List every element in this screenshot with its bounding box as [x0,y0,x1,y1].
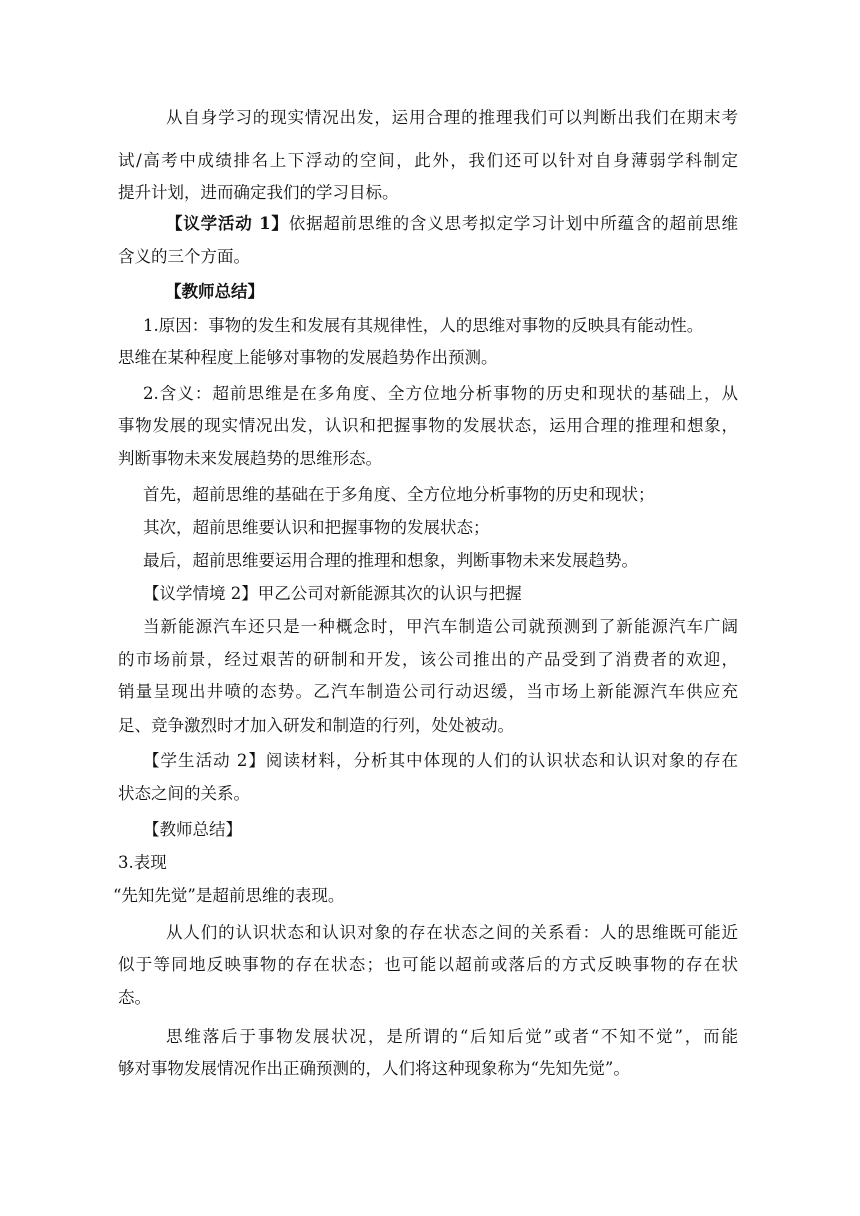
text-line: 的市场前景，经过艰苦的研制和开发，该公司推出的产品受到了消费者的欢迎， [118,650,738,669]
text-line: 从自身学习的现实情况出发，运用合理的推理我们可以判断出我们在期末考 [166,108,738,127]
subsection-heading: 3.表现 [118,853,167,872]
text-line: 状态之间的关系。 [118,784,250,803]
situation-heading: 【议学情境 2】甲乙公司对新能源其次的认识与把握 [143,584,522,603]
text-line: 首先，超前思维的基础在于多角度、全方位地分析事物的历史和现状； [143,485,655,504]
activity-line [166,209,738,239]
text-line: 当新能源汽车还只是一种概念时，甲汽车制造公司就预测到了新能源汽车广阔 [143,617,738,636]
text-line: 【学生活动 2】阅读材料，分析其中体现的人们的认识状态和认识对象的存在 [143,751,738,770]
text-line: 似于等同地反映事物的存在状态；也可能以超前或落后的方式反映事物的存在状 [118,955,738,974]
text-line: 含义的三个方面。 [118,247,250,266]
text-line: 1.原因：事物的发生和发展有其规律性，人的思维对事物的反映具有能动性。 [143,316,704,335]
text-line: 从人们的认识状态和认识对象的存在状态之间的关系看：人的思维既可能近 [166,923,738,942]
activity-text: 依据超前思维的含义思考拟定学习计划中所蕴含的超前思维 [288,214,738,233]
text-line: 事物发展的现实情况出发，认识和把握事物的发展状态，运用合理的推理和想象， [118,416,738,435]
text-line: 够对事物发展情况作出正确预测的，人们将这种现象称为“先知先觉”。 [118,1059,630,1078]
section-heading: 【教师总结】 [143,820,242,839]
text-line: “先知先觉”是超前思维的表现。 [113,886,345,905]
text-line: 试/高考中成绩排名上下浮动的空间，此外，我们还可以针对自身薄弱学科制定 [118,151,738,170]
text-line: 2.含义：超前思维是在多角度、全方位地分析事物的历史和现状的基础上，从 [143,384,738,403]
text-line: 思维落后于事物发展状况，是所谓的“后知后觉”或者“不知不觉”，而能 [166,1027,738,1046]
text-line: 提升计划，进而确定我们的学习目标。 [118,183,399,202]
text-line: 最后，超前思维要运用合理的推理和想象，判断事物未来发展趋势。 [143,551,638,570]
text-line: 足、竞争激烈时才加入研发和制造的行列，处处被动。 [118,716,514,735]
section-heading: 【教师总结】 [165,282,264,301]
text-line: 思维在某种程度上能够对事物的发展趋势作出预测。 [118,348,498,367]
text-line: 判断事物未来发展趋势的思维形态。 [118,449,382,468]
activity-label: 【议学活动 1】 [166,214,289,233]
text-line: 态。 [118,988,151,1007]
text-line: 销量呈现出井喷的态势。乙汽车制造公司行动迟缓，当市场上新能源汽车供应充 [118,682,738,701]
text-line: 其次，超前思维要认识和把握事物的发展状态； [143,518,490,537]
